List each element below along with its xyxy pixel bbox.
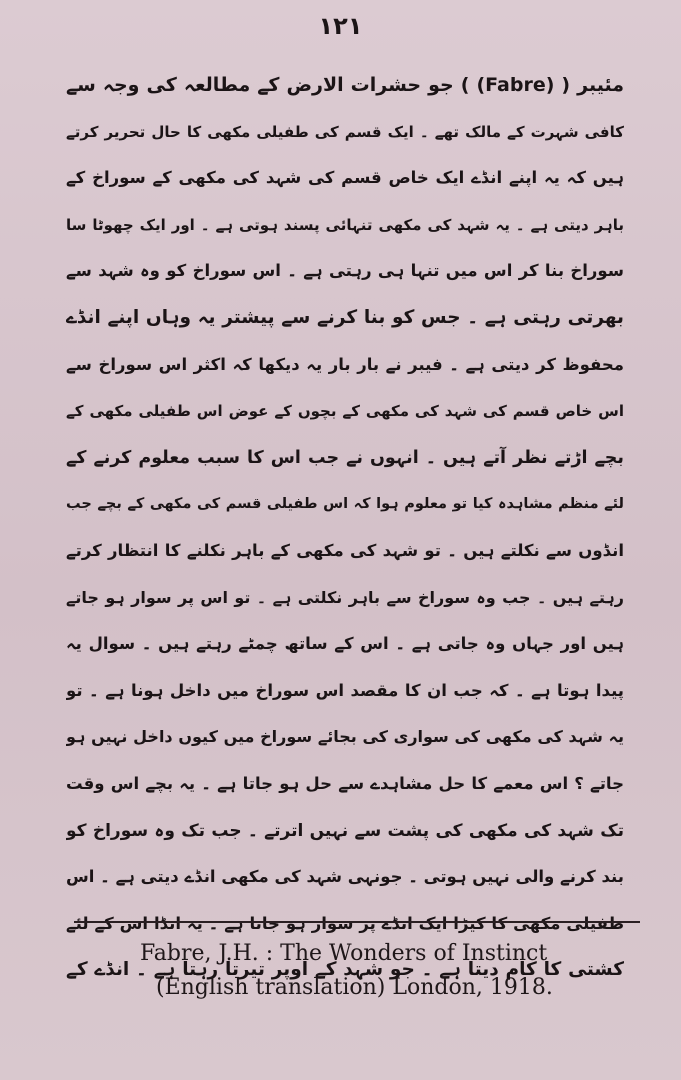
text-line: مئیبر ( (Fabre) ) جو حشرات الارض کے مطالعہ کی وجہ سے (66, 74, 624, 96)
body-text (66, 62, 624, 994)
text-line: ہیں کہ یہ اپنے انڈے ایک خاص قسم کی شہد کی مکھی کے سوراخ کے (66, 168, 624, 188)
text-line: لئے منظم مشاہدہ کیا تو معلوم ہوا کہ اس طفیلی قسم کی مکھی کے بچے جب (66, 496, 624, 513)
page-number: ۱۲۱ (318, 12, 363, 40)
text-line: جاتے ؟ اس معمے کا حل مشاہدے سے حل ہو جاتا ہے ۔ یہ بچے اس وقت (66, 773, 624, 793)
text-line: سوراخ بنا کر اس میں تنہا ہی رہتی ہے ۔ اس سوراخ کو وہ شہد سے (66, 261, 624, 281)
text-line: باہر دیتی ہے ۔ یہ شہد کی مکھی تنہائی پسند ہوتی ہے ۔ اور ایک چھوٹا سا (66, 215, 624, 234)
text-line: کشتی کا کام دیتا ہے ۔ جو شہد کے اوپر تیرتا رہتا ہے ۔ انڈے کے (66, 959, 624, 981)
footnote-divider (74, 921, 640, 923)
footnote-line-2: (English translation) London, 1918. (156, 975, 553, 1000)
text-line: محفوظ کر دیتی ہے ۔ فیبر نے بار بار یہ دیکھا کہ اکثر اس سوراخ سے (66, 354, 624, 374)
footnote (140, 937, 640, 1005)
text-line: طفیلی مکھی کا کیڑا ایک انڈے پر سوار ہو جاتا ہے ۔ یہ انڈا اس کے لئے (66, 913, 624, 933)
text-line: انڈوں سے نکلتے ہیں ۔ تو شہد کی مکھی کے باہر نکلنے کا انتظار کرتے (66, 540, 624, 560)
text-line: تک شہد کی مکھی کی پشت سے نہیں اترتے ۔ جب تک وہ سوراخ کو (66, 820, 624, 841)
text-line: یہ شہد کی مکھی کی سواری کی بجائے سوراخ میں کیوں داخل نہیں ہو (66, 727, 624, 747)
text-line: بچے اڑتے نظر آتے ہیں ۔ انہوں نے جب اس کا سبب معلوم کرنے کے (66, 447, 624, 468)
text-line: بھرتی رہتی ہے ۔ جس کو بنا کرنے سے پیشتر یہ وہاں اپنے انڈے (66, 306, 624, 328)
text-line: اس خاص قسم کی شہد کی مکھی کے بچوں کے عوض اس طفیلی مکھی کے (66, 402, 624, 421)
text-line: ہیں اور جہاں وہ جاتی ہے ۔ اس کے ساتھ چمٹے رہتے ہیں ۔ سوال یہ (66, 634, 624, 654)
text-line: بند کرنے والی نہیں ہوتی ۔ جونہی شہد کی مکھی انڈے دیتی ہے ۔ اس (66, 867, 624, 887)
text-line: کافی شہرت کے مالک تھے ۔ ایک قسم کی طفیلی مکھی کا حال تحریر کرتے (66, 122, 624, 141)
text-line: رہتے ہیں ۔ جب وہ سوراخ سے باہر نکلتی ہے ۔ تو اس پر سوار ہو جاتے (66, 587, 624, 607)
footnote-line-1: Fabre, J.H. : The Wonders of Instinct (140, 941, 548, 966)
text-line: پیدا ہوتا ہے ۔ کہ جب ان کا مقصد اس سوراخ میں داخل ہونا ہے ۔ تو (66, 680, 624, 700)
